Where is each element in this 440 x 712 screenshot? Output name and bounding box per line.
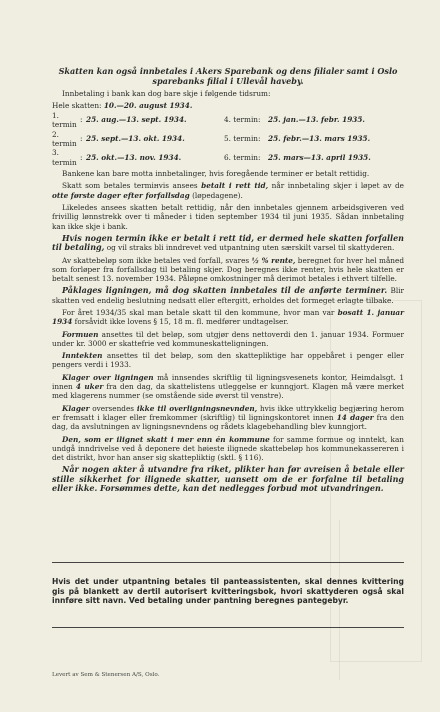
term-label: 5. termin:: [224, 134, 261, 144]
emphasis: betalt i rett tid,: [201, 181, 269, 191]
para-kommune: [52, 435, 404, 463]
para-paklages: [52, 286, 404, 305]
term-label: 6. termin:: [224, 153, 261, 163]
terms-row: [52, 130, 371, 149]
emphasis: 14 dager: [336, 412, 374, 422]
emphasis: 4 uker: [75, 382, 104, 392]
term-label: 4. termin:: [224, 115, 261, 125]
term-colon: :: [80, 153, 83, 163]
hele-label: Hele skatten:: [52, 101, 102, 111]
text-span: forsåvidt ikke lovens § 15, 18 m. fl. medfører undtagelser.: [72, 317, 289, 327]
term-label: 3. termin: [52, 148, 77, 167]
para-inntekten: [52, 351, 404, 370]
para-overligning: [52, 404, 404, 432]
text-span: må innsendes skriftlig til ligningsvesenets kontor, Heimdalsgt. 1 innen: [52, 372, 405, 392]
text-span: oversendes: [89, 403, 137, 413]
para-likeledes: Likeledes ansees skatten betalt rettidig, når den innbetales gjennem arbeidsgiveren ved frivillig lønnstrekk over ti måneder i tiden september 1934 til juni 1935. Sådan innbetaling kan ikke skje i bank.: [52, 203, 404, 231]
term-date: 25. jan.—13. febr. 1935.: [268, 115, 365, 125]
term-colon: :: [80, 134, 83, 144]
payment-terms-table: [52, 101, 371, 167]
text-span: (løpedagene).: [189, 190, 243, 200]
text-span: for samme formue og inntekt, kan undgå inndrivelse ved å deponere det høieste ilignede skattebeløp hos kommunekassereren i det distrikt, hvor han anser sig skattepliktig (sktl. § 116).: [52, 434, 404, 463]
term-date: 25. sept.—13. okt. 1934.: [86, 134, 185, 144]
emphasis: Klager over ligningen: [62, 372, 154, 382]
text-span: fra den dag, da avslutningen av ligningsnevndens og rådets klagebehandling blev kunngjort.: [52, 412, 404, 432]
term-colon: :: [80, 115, 83, 125]
printer-credit: Levert av Sem & Stenersen A/S, Oslo.: [52, 672, 160, 678]
heading: Skatten kan også innbetales i Akers Sparebank og dens filialer samt i Oslo sparebanks filial i Ullevål haveby.: [58, 66, 398, 86]
para-klager: [52, 373, 404, 401]
text-span: beregnet for hver hel måned som forløper fra forfallsdag til betaling skjer. Dog beregnes ikke renter, hvis hele skatten er betalt senest 13. november 1934. Påløpne omkostninger må derimot betales i ethvert tilfelle.: [52, 255, 404, 284]
text-span: fra den dag, da skattelistens utleggelse er kunngjort. Klagen må være merket med klagerens nummer (se omstående side øverst til venstre).: [52, 382, 405, 401]
emphasis: bosatt 1. januar 1934: [52, 308, 405, 327]
divider-top: [52, 562, 404, 563]
terms-row: [52, 111, 371, 130]
text-span: ansettes til det beløp, som den skattepliktige har oppebåret i penger eller pengers verdi i 1933.: [52, 351, 404, 370]
text-span: når innbetaling skjer i løpet av de: [268, 181, 404, 191]
term-date: 25. aug.—13. sept. 1934.: [86, 115, 187, 125]
term-date: 25. febr.—13. mars 1935.: [268, 134, 371, 144]
text-span: ansettes til det beløp, som utgjør dens nettoverdi den 1. januar 1934. Formuer under kr. 3000 er skattefrie ved kommuneskatteligningen.: [52, 329, 404, 348]
para-bankene: Bankene kan bare motta innbetalinger, hvis foregående terminer er betalt rettidig.: [62, 169, 370, 179]
text-span: hvis ikke uttrykkelig begjæring herom er fremsatt i klager eller fremkommer (skriftlig) til ligningskontoret innen: [52, 403, 404, 422]
emphasis: otte første dager efter forfallsdag: [52, 190, 190, 200]
para-hvis: [52, 234, 404, 253]
text-span: Skatt som betales termінvis ansees: [62, 181, 202, 191]
hele-date: 10.—20. august 1934.: [103, 101, 193, 111]
term-date: 25. mars—13. april 1935.: [268, 153, 371, 163]
terms-row: [52, 101, 371, 110]
para-formuen: [52, 330, 404, 349]
para-utvandre: Når nogen akter å utvandre fra riket, plikter han før avreisen å betale eller stille sikkerhet for ilignede skatter, uansett om de er forfalne til betaling eller ikke. Forsømmes dette, kan det nedlegges forbud mot utvandringen.: [52, 464, 404, 494]
term-label: 1. termin: [52, 110, 77, 130]
para-bosatt: [52, 308, 404, 327]
emphasis: Hvis nogen termin ikke er betalt i rett tid, er dermed hele skatten forfallen til betaling,: [52, 232, 404, 253]
term-date: 25. okt.—13. nov. 1934.: [86, 153, 182, 163]
text-span: For året 1934/35 skal man betale skatt til den kommune, hvor man var: [62, 308, 338, 317]
emphasis: ½ % rente,: [251, 255, 296, 265]
emphasis: Klager: [62, 403, 90, 413]
bank-intro: Innbetaling i bank kan dog bare skje i følgende tidsrum:: [62, 89, 271, 98]
emphasis: Den, som er ilignet skatt i mer enn én kommune: [62, 434, 270, 444]
emphasis: Formuen: [62, 329, 99, 339]
emphasis: ikke til overligningsnevnden,: [136, 403, 258, 413]
para-rente: [52, 256, 404, 284]
para-skatt: [52, 181, 404, 200]
pantning-notice: Hvis det under utpantning betales til panteassistenten, skal dennes kvittering gis på blankett av dertil autorisert kvitteringsbok, hvori skattyderen også skal innføre sitt navn. Ved betaling under pantning beregnes pantegebyr.: [52, 577, 404, 606]
text-span: Blir skatten ved endelig beslutning nedsatt eller eftergitt, erholdes det formeget erlagte tilbake.: [52, 286, 404, 305]
term-label: 2. termin: [52, 129, 77, 148]
emphasis: Inntekten: [62, 351, 103, 361]
divider-bottom: [52, 627, 404, 628]
emphasis: Påklages ligningen, må dog skatten innbetales til de anførte terminer.: [62, 285, 388, 296]
terms-row: [52, 148, 371, 167]
text-span: Av skattebeløp som ikke betales ved forfall, svares: [62, 255, 252, 265]
text-span: og vil straks bli inndrevet ved utpantning uten særskilt varsel til skattyderen.: [104, 243, 395, 253]
main-text: [52, 66, 404, 496]
